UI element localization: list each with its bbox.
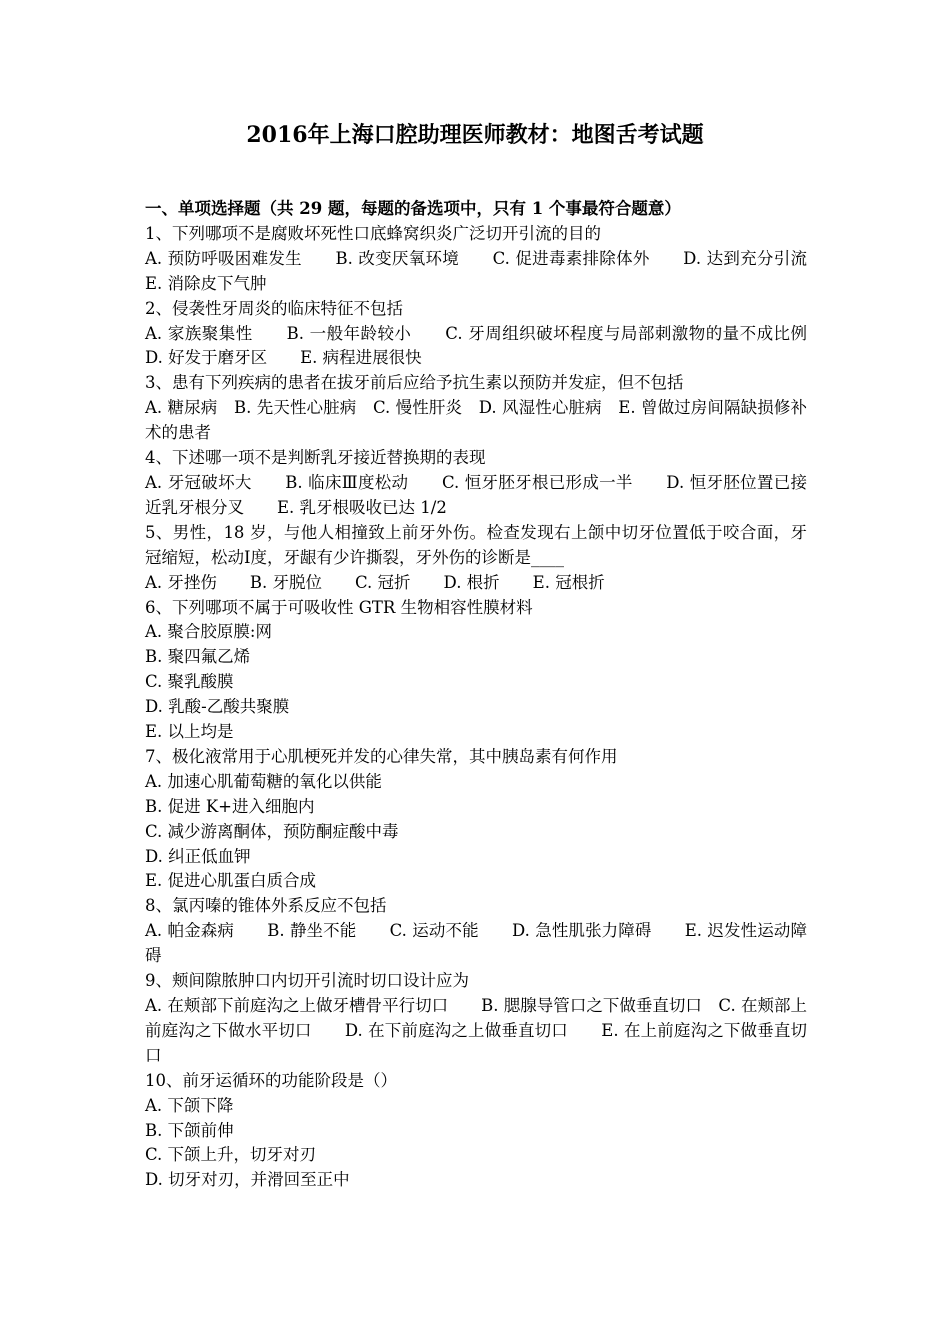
question-3-options: A. 糖尿病 B. 先天性心脏病 C. 慢性肝炎 D. 风湿性心脏病 E. 曾做过房间隔缺损修补术的患者 — [145, 398, 807, 443]
document-title: 2016年上海口腔助理医师教材：地图舌考试题 — [246, 122, 704, 148]
question-list — [145, 197, 840, 1193]
question-4-options: A. 牙冠破坏大 B. 临床Ⅲ度松动 C. 恒牙胚牙根已形成一半 D. 恒牙胚位置已接近乳牙根分叉 E. 乳牙根吸收已达 1/2 — [145, 472, 807, 517]
question-1-options: A. 预防呼吸困难发生 B. 改变厌氧环境 C. 促进毒素排除体外 D. 达到充分引流 E. 消除皮下气肿 — [145, 248, 840, 293]
question-7-option-c: C. 减少游离酮体，预防酮症酸中毒 — [145, 821, 399, 841]
question-10-option-b: B. 下颌前伸 — [145, 1120, 234, 1140]
question-6-option-b: B. 聚四氟乙烯 — [145, 647, 251, 667]
question-6-option-a: A. 聚合胶原膜:网 — [145, 622, 272, 642]
question-7: 7、极化液常用于心肌梗死并发的心律失常，其中胰岛素有何作用 — [145, 746, 618, 766]
question-9-options: A. 在颊部下前庭沟之上做牙槽骨平行切口 B. 腮腺导管口之下做垂直切口 C. 在颊部上前庭沟之下做水平切口 D. 在下前庭沟之上做垂直切口 E. 在上前庭沟之下做垂直切口 — [145, 996, 807, 1065]
question-9: 9、颊间隙脓肿口内切开引流时切口设计应为 — [145, 971, 469, 991]
question-8-options: A. 帕金森病 B. 静坐不能 C. 运动不能 D. 急性肌张力障碍 E. 迟发性运动障碍 — [145, 921, 807, 966]
question-6: 6、下列哪项不属于可吸收性 GTR 生物相容性膜材料 — [145, 597, 533, 617]
question-10-option-a: A. 下颌下降 — [145, 1095, 234, 1115]
question-10: 10、前牙运循环的功能阶段是（） — [145, 1070, 397, 1090]
question-10-option-d: D. 切牙对刃，并滑回至正中 — [145, 1170, 350, 1190]
question-3: 3、患有下列疾病的患者在拔牙前后应给予抗生素以预防并发症，但不包括 — [145, 373, 684, 393]
question-2-options: A. 家族聚集性 B. 一般年龄较小 C. 牙周组织破坏程度与局部刺激物的量不成比例 D. 好发于磨牙区 E. 病程进展很快 — [145, 323, 840, 368]
question-8: 8、氯丙嗪的锥体外系反应不包括 — [145, 896, 387, 916]
question-2: 2、侵袭性牙周炎的临床特征不包括 — [145, 298, 403, 318]
question-7-option-a: A. 加速心肌葡萄糖的氧化以供能 — [145, 771, 382, 791]
question-6-option-d: D. 乳酸-乙酸共聚膜 — [145, 697, 290, 717]
question-7-option-d: D. 纠正低血钾 — [145, 846, 251, 866]
question-1: 1、下列哪项不是腐败坏死性口底蜂窝织炎广泛切开引流的目的 — [145, 223, 601, 243]
question-6-option-c: C. 聚乳酸膜 — [145, 672, 234, 692]
question-10-option-c: C. 下颌上升，切牙对刃 — [145, 1145, 317, 1165]
section-heading: 一、单项选择题（共 29 题，每题的备选项中，只有 1 个事最符合题意） — [145, 199, 681, 218]
question-5: 5、男性，18 岁，与他人相撞致上前牙外伤。检查发现右上颌中切牙位置低于咬合面，牙冠缩短，松动Ⅰ度，牙龈有少许撕裂，牙外伤的诊断是____ — [145, 522, 807, 567]
question-6-option-e: E. 以上均是 — [145, 722, 234, 742]
question-7-option-e: E. 促进心肌蛋白质合成 — [145, 871, 317, 891]
question-4: 4、下述哪一项不是判断乳牙接近替换期的表现 — [145, 448, 486, 468]
question-5-options: A. 牙挫伤 B. 牙脱位 C. 冠折 D. 根折 E. 冠根折 — [145, 572, 605, 592]
question-7-option-b: B. 促进 K+进入细胞内 — [145, 796, 315, 816]
